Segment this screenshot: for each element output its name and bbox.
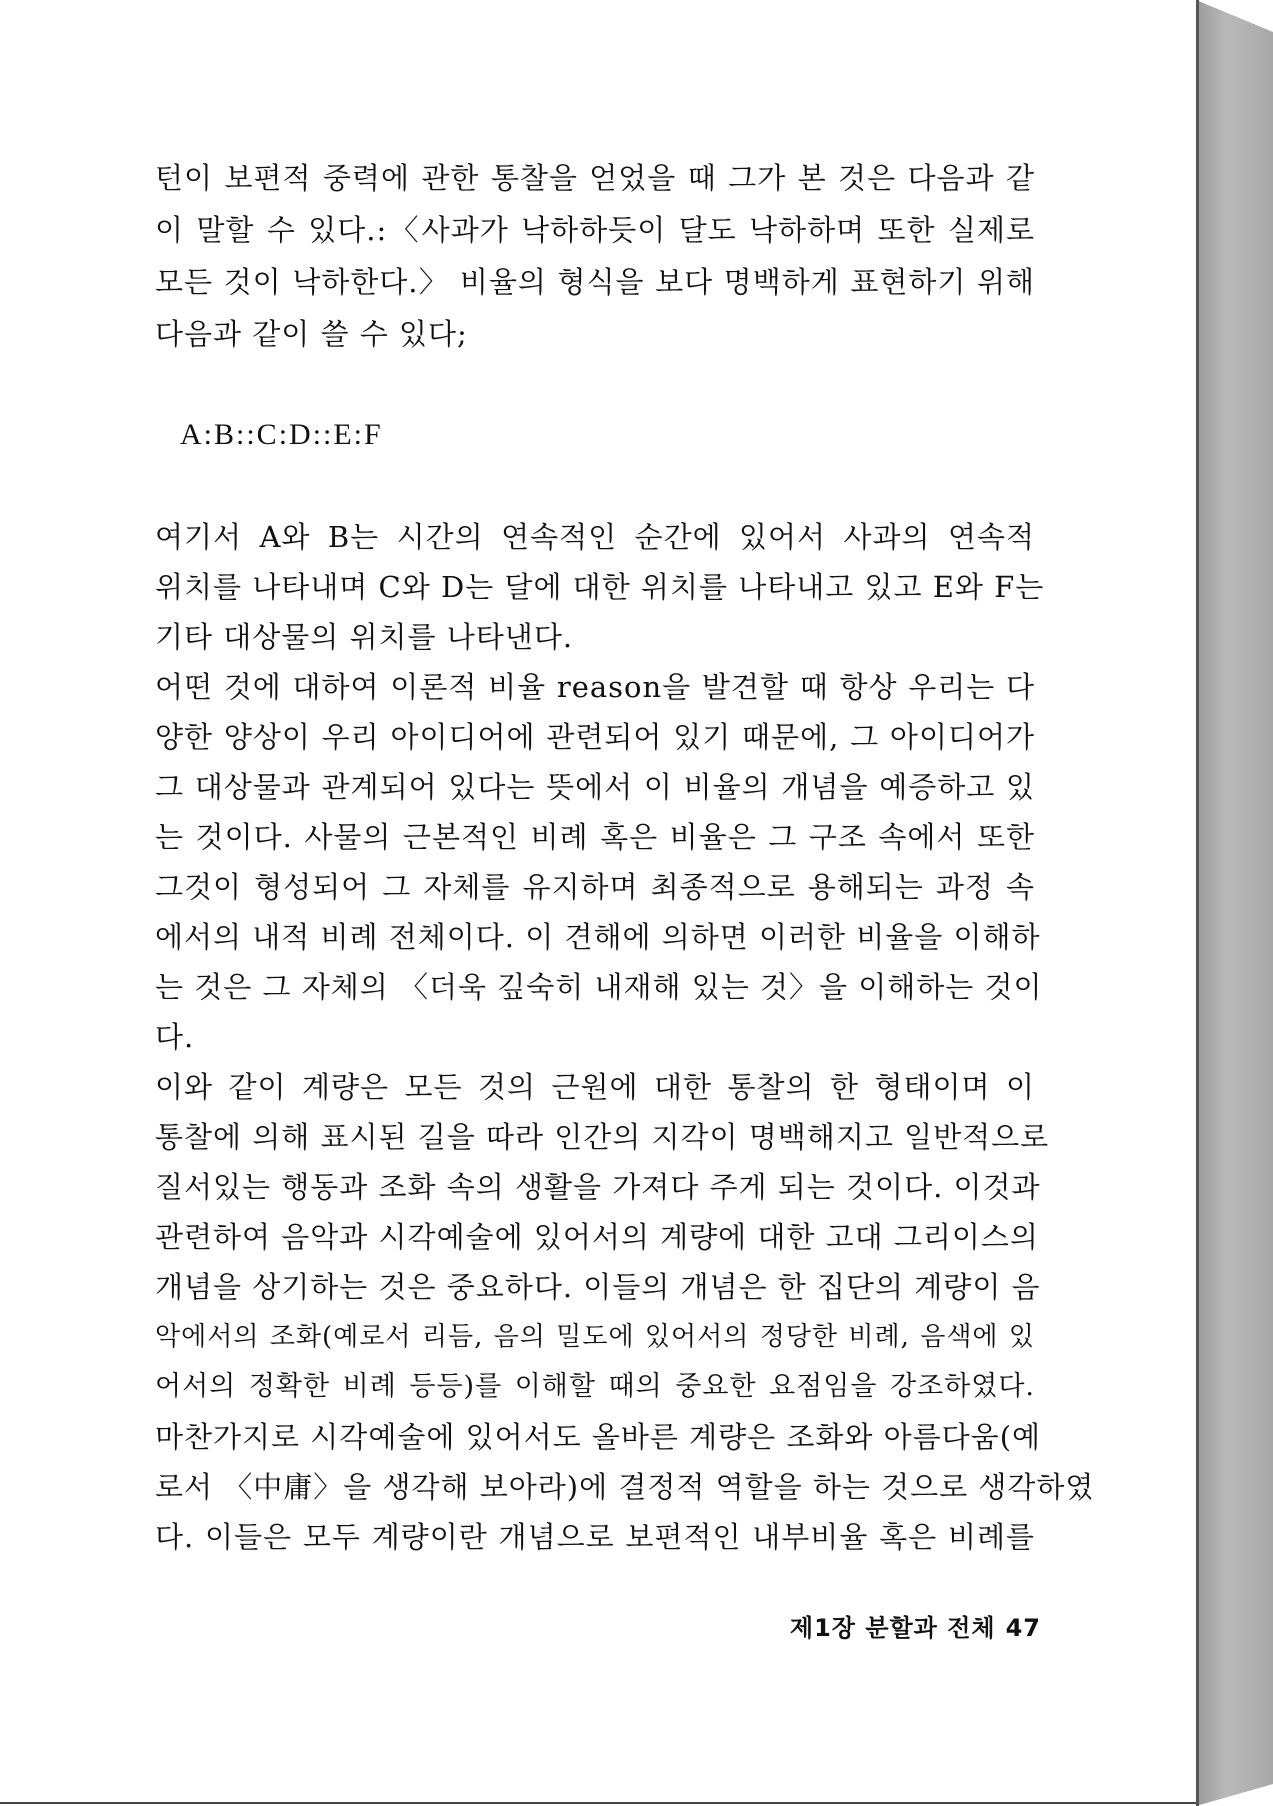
- paragraph-reason: [155, 662, 1043, 1062]
- text-line: 개념을 상기하는 것은 중요하다. 이들의 개념은 한 집단의 계량이 음: [155, 1270, 1041, 1304]
- text-line: 이 말할 수 있다.:〈사과가 낙하하듯이 달도 낙하하며 또한 실제로: [155, 213, 1035, 247]
- text-line: 이와 같이 계량은 모든 것의 근원에 대한 통찰의 한 형태이며 이: [155, 1070, 1035, 1104]
- text-line: 어떤 것에 대하여 이론적 비율 reason을 발견할 때 항상 우리는 다: [155, 670, 1035, 704]
- page-edge-line: [1196, 0, 1199, 1806]
- text-line: 는 것은 그 자체의 〈더욱 깊숙히 내재해 있는 것〉을 이해하는 것이: [155, 970, 1043, 1004]
- text-line: 그것이 형성되어 그 자체를 유지하며 최종적으로 용해되는 과정 속: [155, 870, 1035, 904]
- text-line: 에서의 내적 비례 전체이다. 이 견해에 의하면 이러한 비율을 이해하: [155, 920, 1041, 954]
- text-line: 양한 양상이 우리 아이디어에 관련되어 있기 때문에, 그 아이디어가: [155, 720, 1035, 754]
- text-line: 그 대상물과 관계되어 있다는 뜻에서 이 비율의 개념을 예증하고 있: [155, 770, 1035, 804]
- paragraph-measure: [155, 1062, 1095, 1562]
- text-line: 질서있는 행동과 조화 속의 생활을 가져다 주게 되는 것이다. 이것과: [155, 1170, 1041, 1204]
- paragraph-explain: [155, 512, 1045, 662]
- text-line: 관련하여 음악과 시각예술에 있어서의 계량에 대한 고대 그리이스의: [155, 1220, 1039, 1254]
- paragraph-top: [155, 152, 1035, 360]
- body-text: [155, 512, 1095, 1562]
- text-line: 위치를 나타내며 C와 D는 달에 대한 위치를 나타내고 있고 E와 F는: [155, 570, 1045, 604]
- text-line: 기타 대상물의 위치를 나타낸다.: [155, 620, 574, 654]
- text-line: 어서의 정확한 비례 등등)를 이해할 때의 중요한 요점임을 강조하였다.: [155, 1371, 1035, 1402]
- text-line: 는 것이다. 사물의 근본적인 비례 혹은 비율은 그 구조 속에서 또한: [155, 820, 1035, 854]
- text-line: 마찬가지로 시각예술에 있어서도 올바른 계량은 조화와 아름다움(예: [155, 1420, 1042, 1454]
- book-side-edge: [1196, 0, 1273, 1806]
- text-line: 악에서의 조화(예로서 리듬, 음의 밀도에 있어서의 정당한 비례, 음색에 있: [155, 1322, 1035, 1352]
- text-line: 턴이 보편적 중력에 관한 통찰을 얻었을 때 그가 본 것은 다음과 같: [155, 161, 1035, 195]
- proportion-formula: A:B::C:D::E:F: [180, 418, 383, 451]
- page-number: 47: [1005, 1614, 1041, 1642]
- text-line: 다. 이들은 모두 계량이란 개념으로 보편적인 내부비율 혹은 비례를: [155, 1520, 1035, 1554]
- text-line: 로서 〈中庸〉을 생각해 보아라)에 결정적 역할을 하는 것으로 생각하였: [155, 1470, 1095, 1504]
- chapter-title: 제1장 분할과 전체: [789, 1614, 996, 1642]
- text-line: 모든 것이 낙하한다.〉 비율의 형식을 보다 명백하게 표현하기 위해: [155, 265, 1035, 299]
- text-line: 다.: [155, 1020, 195, 1054]
- text-line: 다음과 같이 쓸 수 있다;: [155, 317, 468, 351]
- text-line: 통찰에 의해 표시된 길을 따라 인간의 지각이 명백해지고 일반적으로: [155, 1120, 1050, 1154]
- text-line: 여기서 A와 B는 시간의 연속적인 순간에 있어서 사과의 연속적: [155, 520, 1035, 554]
- page-footer: [780, 1608, 1041, 1643]
